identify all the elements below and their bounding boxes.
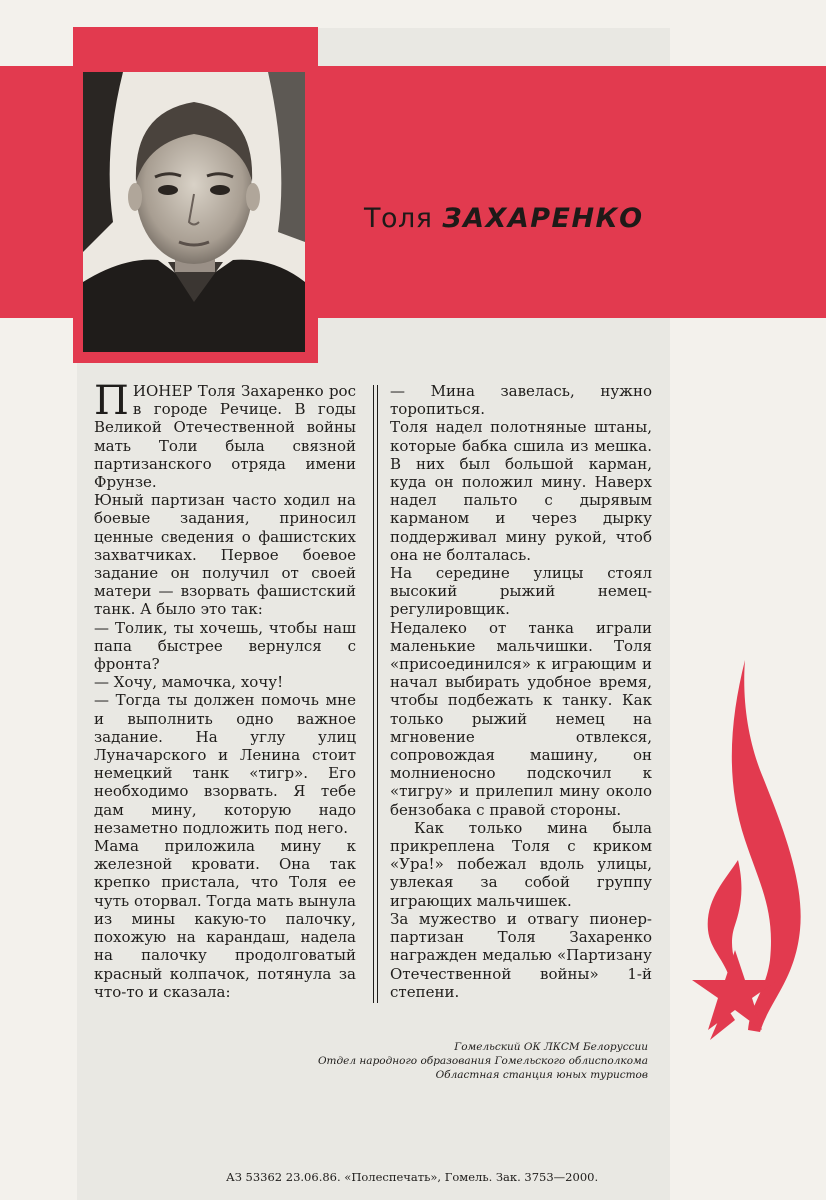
page-title (364, 203, 644, 234)
paragraph: — Толик, ты хочешь, чтобы наш папа быстрее вернулся с фронта? (94, 618, 356, 674)
paragraph: На середине улицы стоял высокий рыжий немец-регулировщик. (390, 564, 652, 619)
portrait-photo (83, 72, 305, 352)
paragraph: Толя надел полотняные штаны, которые бабка сшила из мешка. В них был большой карман, куда он положил мину. Наверх надел пальто с дырявым карманом и через дырку поддерживал мину рукой, чтоб она не болталась. (390, 418, 652, 564)
paragraph: За мужество и отвагу пионер-партизан Толя Захаренко награжден медалью «Партизану Отечественной войны» 1-й степени. (390, 909, 652, 1001)
flame-star-icon (690, 660, 810, 1080)
last-name: ЗАХАРЕНКО (442, 203, 644, 234)
article-column-1 (94, 378, 356, 1001)
credit-line: Отдел народного образования Гомельского облисполкома (317, 1055, 648, 1067)
paragraph: ПИОНЕР Толя Захаренко рос в городе Речице. В годы Великой Отечественной войны мать Толи была связной партизанского отряда имени Фрунзе. (94, 378, 356, 492)
paragraph: Как только мина была прикреплена Толя с криком «Ура!» побежал вдоль улицы, увлекая за собой группу играющих мальчишек. (390, 818, 652, 910)
column-divider-left (373, 385, 374, 1003)
paragraph: Мама приложила мину к железной кровати. Она так крепко пристала, что Толя ее чуть оторвал. Тогда мать вынула из мины какую-то палочку, похожую на карандаш, надела на палочку продолговатый красный колпачок, потянула за что-то и сказала: (94, 837, 356, 1001)
paragraph: — Тогда ты должен помочь мне и выполнить одно важное задание. На углу улиц Луначарского и Ленина стоит немецкий танк «тигр». Его необходимо взорвать. Я тебе дам мину, которую надо незаметно подложить под него. (94, 691, 356, 837)
portrait-icon (83, 72, 305, 352)
paragraph: Юный партизан часто ходил на боевые задания, приносил ценные сведения о фашистских захватчиках. Первое боевое задание он получил от своей матери — взорвать фашистский танк. А было это так: (94, 491, 356, 619)
credit-line: Гомельский ОК ЛКСМ Белоруссии (454, 1041, 648, 1053)
drop-cap: П (94, 378, 129, 424)
credit-line: Областная станция юных туристов (435, 1069, 648, 1081)
paragraph: Недалеко от танка играли маленькие мальчишки. Толя «присоединился» к играющим и начал выбирать удобное время, чтобы подбежать к танку. Как только рыжий немец на мгновение отвлекся, сопровождая машину, он молниеносно подскочил к «тигру» и прилепил мину около бензобака с правой стороны. (390, 618, 652, 819)
first-name: Толя (364, 203, 433, 234)
article-column-2 (390, 382, 652, 1001)
credits (260, 1040, 648, 1082)
column-divider-right (377, 385, 378, 1003)
paragraph: — Хочу, мамочка, хочу! (94, 673, 284, 692)
paragraph: — Мина завелась, нужно торопиться. (390, 382, 652, 419)
imprint-line: АЗ 53362 23.06.86. «Полеспечать», Гомель. Зак. 3753—2000. (226, 1170, 599, 1184)
